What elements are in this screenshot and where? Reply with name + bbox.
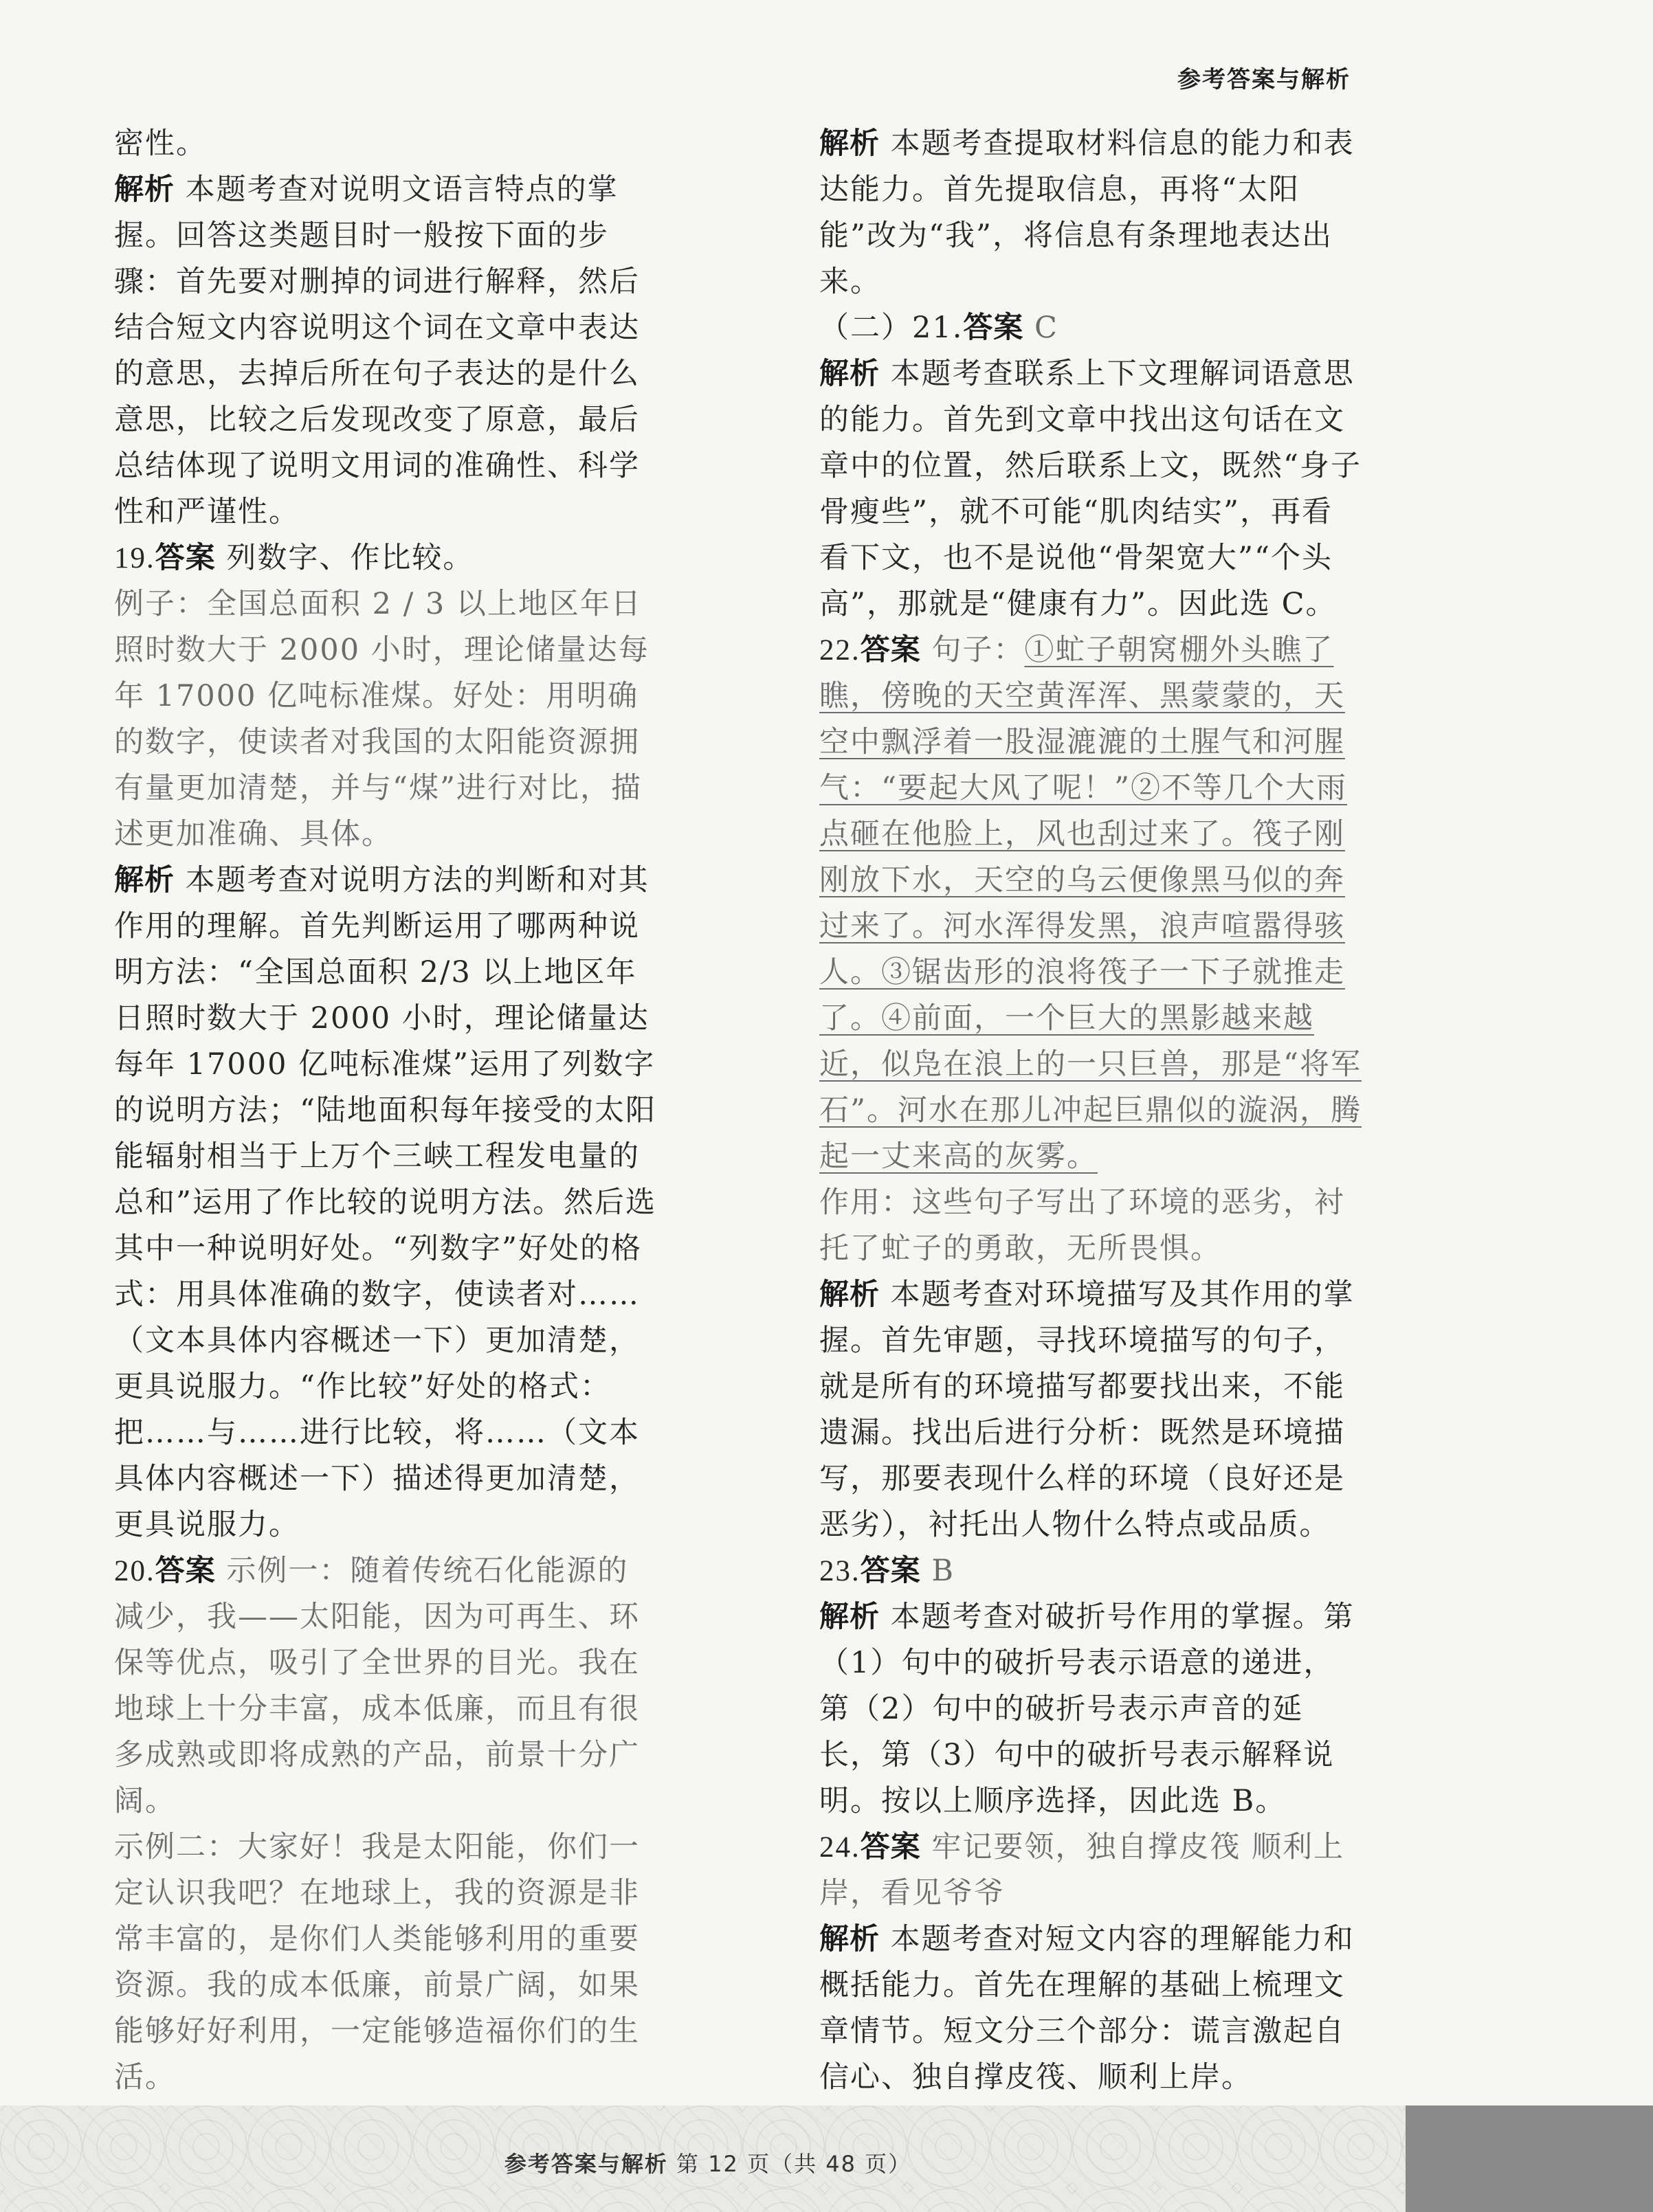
- question-24-answer: [819, 1824, 1362, 1917]
- analysis-label: 解析: [819, 1600, 880, 1634]
- footer-gray-block: [1406, 2105, 1653, 2212]
- answer-label: 答案: [963, 311, 1024, 345]
- question-23-analysis: [819, 1594, 1362, 1824]
- question-19-analysis: [114, 858, 657, 1548]
- analysis-text: 本题考查对环境描写及其作用的掌握。首先审题，寻找环境描写的句子，就是所有的环境描写都要找出来，不能遗漏。找出后进行分析：既然是环境描写，那要表现什么样的环境（良好还是恶劣），衬托出人物什么特点或品质。: [819, 1277, 1355, 1542]
- question-number: （二）21.: [819, 311, 964, 345]
- question-21-analysis: [819, 351, 1362, 627]
- analysis-label: 解析: [819, 1922, 880, 1956]
- answer-label: 答案: [155, 1554, 216, 1588]
- footer-page-number: 第 12 页（共 48 页）: [676, 2151, 912, 2177]
- answer-text: 列数字、作比较。: [215, 541, 474, 575]
- question-22-effect: 作用：这些句子写出了环境的恶劣，衬托了虻子的勇敢，无所畏惧。: [819, 1185, 1345, 1266]
- page-header-title: 参考答案与解析: [1177, 66, 1351, 93]
- answer-label: 答案: [860, 1830, 921, 1864]
- analysis-label: 解析: [819, 357, 880, 391]
- answer-text: B: [920, 1554, 955, 1588]
- footer-text: [0, 2147, 1416, 2178]
- right-column: [819, 121, 1362, 2101]
- answer-label: 答案: [860, 633, 921, 667]
- question-number: 23.: [819, 1555, 861, 1587]
- answer-text: 示例一：随着传统石化能源的减少，我——太阳能，因为可再生、环保等优点，吸引了全世界的目光。我在地球上十分丰富，成本低廉，而且有很多成熟或即将成熟的产品，前景十分广阔。: [114, 1554, 640, 1818]
- analysis-text: 本题考查对短文内容的理解能力和概括能力。首先在理解的基础上梳理文章情节。短文分三个部分：谎言激起自信心、独自撑皮筏、顺利上岸。: [819, 1922, 1355, 2094]
- analysis-label: 解析: [819, 126, 880, 161]
- analysis-label: 解析: [114, 172, 175, 207]
- question-24-analysis: [819, 1917, 1362, 2101]
- question-number: 24.: [819, 1831, 861, 1864]
- analysis-text: 本题考查对说明方法的判断和对其作用的理解。首先判断运用了哪两种说明方法：“全国总面积 2/3 以上地区年日照时数大于 2000 小时，理论储量达每年 17000 亿吨标准煤”运用了列数字的说明方法；“陆地面积每年接受的太阳能辐射相当于上万个三峡工程发电量的总和”运用了作比较的说明方法。然后选其中一种说明好处。“列数字”好处的格式：用具体准确的数字，使读者对……（文本具体内容概述一下）更加清楚，更具说服力。“作比较”好处的格式：把……与……进行比较，将……（文本具体内容概述一下）描述得更加清楚，更具说服力。: [114, 863, 656, 1542]
- question-22-answer: [819, 627, 1362, 1180]
- page-footer: [0, 2105, 1653, 2212]
- question-number: 20.: [114, 1555, 155, 1587]
- question-number: 22.: [819, 634, 861, 667]
- analysis-label: 解析: [114, 863, 175, 897]
- question-20-answer: [114, 1548, 657, 1824]
- question-22-analysis: [819, 1272, 1362, 1548]
- question-19-example: 例子：全国总面积 2 / 3 以上地区年日照时数大于 2000 小时，理论储量达每年 17000 亿吨标准煤。好处：用明确的数字，使读者对我国的太阳能资源拥有量更加清楚，并与“煤”进行对比，描述更加准确、具体。: [114, 587, 650, 851]
- answer-text: C: [1023, 311, 1058, 345]
- analysis-paragraph: [114, 167, 657, 535]
- answer-text: 牢记要领，独自撑皮筏 顺利上岸，看见爷爷: [819, 1830, 1345, 1910]
- analysis-text: 本题考查对破折号作用的掌握。第（1）句中的破折号表示语意的递进，第（2）句中的破折号表示声音的延长，第（3）句中的破折号表示解释说明。按以上顺序选择，因此选 B。: [819, 1600, 1355, 1818]
- question-21-answer: [819, 305, 1362, 351]
- answer-lead: 句子：: [920, 633, 1025, 667]
- footer-title: 参考答案与解析: [504, 2151, 668, 2177]
- question-20-example-2: 示例二：大家好！我是太阳能，你们一定认识我吧？在地球上，我的资源是非常丰富的，是你们人类能够利用的重要资源。我的成本低廉，前景广阔，如果能够好好利用，一定能够造福你们的生活。: [114, 1830, 640, 2094]
- question-20-analysis: [819, 121, 1362, 305]
- analysis-label: 解析: [819, 1277, 880, 1312]
- analysis-text: 本题考查对说明文语言特点的掌握。回答这类题目时一般按下面的步骤：首先要对删掉的词进行解释，然后结合短文内容说明这个词在文章中表达的意思，去掉后所在句子表达的是什么意思，比较之后发现改变了原意，最后总结体现了说明文用词的准确性、科学性和严谨性。: [114, 172, 640, 529]
- analysis-text: 本题考查联系上下文理解词语意思的能力。首先到文章中找出这句话在文章中的位置，然后联系上文，既然“身子骨瘦些”，就不可能“肌肉结实”，再看看下文，也不是说他“骨架宽大”“个头高”，那就是“健康有力”。因此选 C。: [819, 357, 1362, 621]
- question-19-answer: [114, 535, 657, 581]
- answer-label: 答案: [860, 1554, 921, 1588]
- left-column: [114, 121, 657, 2101]
- continuation-text: 密性。: [114, 126, 207, 161]
- analysis-text: 本题考查提取材料信息的能力和表达能力。首先提取信息，再将“太阳能”改为“我”，将信息有条理地表达出来。: [819, 126, 1355, 299]
- underlined-sentences: ①虻子朝窝棚外头瞧了瞧，傍晚的天空黄浑浑、黑蒙蒙的，天空中飘浮着一股湿漉漉的土腥气和河腥气：“要起大风了呢！”②不等几个大雨点砸在他脸上，风也刮过来了。筏子刚刚放下水，天空的乌云便像黑马似的奔过来了。河水浑得发黑，浪声喧嚣得骇人。③锯齿形的浪将筏子一下子就推走了。④前面，一个巨大的黑影越来越近，似凫在浪上的一只巨兽，那是“将军石”。河水在那儿冲起巨鼎似的漩涡，腾起一丈来高的灰雾。: [819, 633, 1362, 1174]
- question-23-answer: [819, 1548, 1362, 1594]
- answer-label: 答案: [155, 541, 216, 575]
- question-number: 19.: [114, 542, 155, 574]
